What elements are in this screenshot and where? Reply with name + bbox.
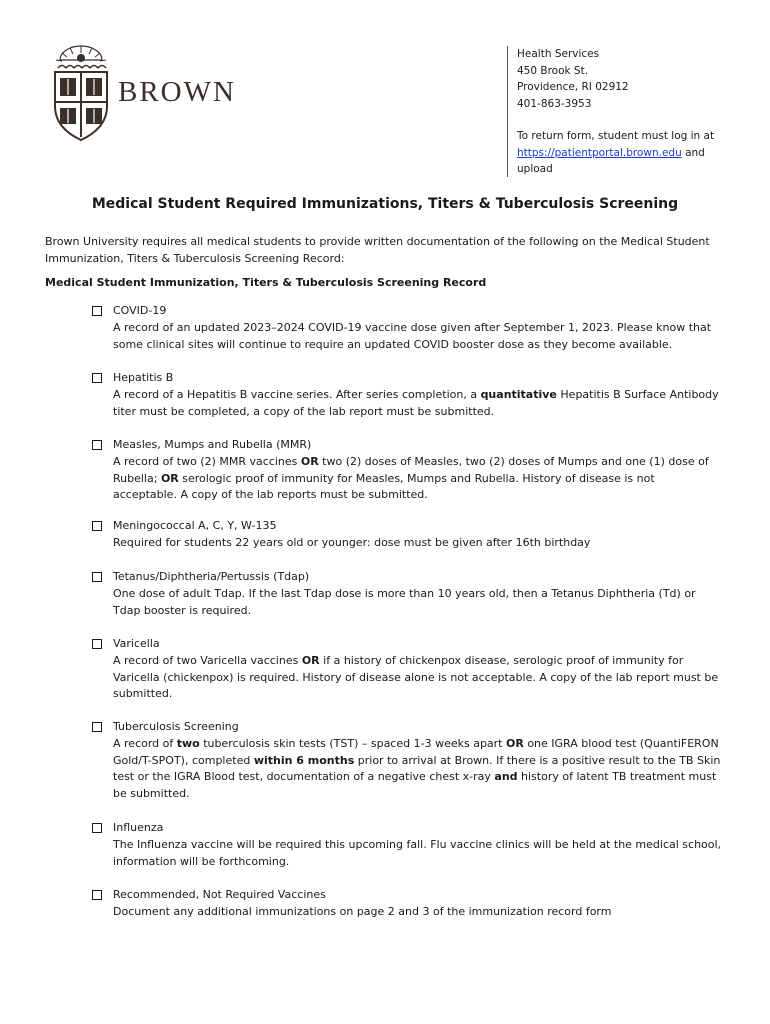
checkbox[interactable] (92, 572, 102, 582)
description-text: Hepatitis B Surface Antibody titer must be completed, a copy of the lab report must be submitted. (113, 387, 719, 418)
requirement-item-influenza (92, 820, 722, 870)
department-name: Health Services (517, 48, 600, 60)
description-text: prior to arrival at Brown. If there is a positive result to the TB Skin test or the IGRA Blood test, documentation of a negative chest x-ray (113, 753, 721, 784)
requirement-name: Influenza (113, 821, 164, 834)
description-text: one IGRA blood test (QuantiFERON Gold/T-SPOT), completed (113, 736, 719, 767)
checkbox[interactable] (92, 373, 102, 383)
description-text: A record of two (2) MMR vaccines (113, 454, 301, 468)
section-heading: Medical Student Immunization, Titers & Tuberculosis Screening Record (45, 276, 487, 289)
emphasis-text: OR (160, 471, 179, 485)
requirement-item-tuberculosis (92, 719, 722, 803)
intro-paragraph: Brown University requires all medical students to provide written documentation of the following on the Medical Student Immunization, Titers & Tuberculosis Screening Record: (45, 235, 710, 265)
requirement-name: COVID-19 (113, 304, 167, 317)
emphasis-text: two (176, 736, 200, 750)
requirement-name: Varicella (113, 637, 160, 650)
return-instructions-suffix: and upload (517, 146, 705, 175)
checkbox[interactable] (92, 440, 102, 450)
requirement-name: Meningococcal A, C, Y, W-135 (113, 519, 277, 532)
requirement-item-tdap (92, 569, 722, 619)
requirement-description (92, 736, 722, 803)
requirement-item-hepatitis-b (92, 370, 722, 420)
requirement-description (92, 586, 722, 620)
city-state-zip: Providence, RI 02912 (517, 81, 629, 93)
checkbox[interactable] (92, 521, 102, 531)
requirement-description (92, 904, 722, 921)
street-address: 450 Brook St. (517, 64, 589, 77)
description-text: One dose of adult Tdap. If the last Tdap dose is more than 10 years old, then a Tetanus Diphtheria (Td) or Tdap booster is required. (113, 586, 696, 617)
description-text: The Influenza vaccine will be required this upcoming fall. Flu vaccine clinics will be held at the medical school, information will be forthcoming. (113, 837, 722, 868)
requirement-name: Tetanus/Diphtheria/Pertussis (Tdap) (113, 570, 310, 583)
description-text: A record of a Hepatitis B vaccine series. After series completion, a (113, 387, 481, 401)
brown-shield-icon (50, 44, 112, 142)
requirement-description (92, 837, 722, 871)
checkbox[interactable] (92, 890, 102, 900)
portal-link[interactable]: https://patientportal.brown.edu (517, 146, 682, 159)
page-title: Medical Student Required Immunizations, Titers & Tuberculosis Screening (91, 196, 679, 212)
emphasis-text: within 6 months (253, 753, 355, 767)
phone-number: 401-863-3953 (517, 97, 592, 110)
requirement-item-covid19 (92, 303, 722, 353)
checkbox[interactable] (92, 306, 102, 316)
requirement-item-mmr (92, 437, 722, 504)
requirement-description (92, 387, 722, 421)
emphasis-text: OR (300, 454, 319, 468)
checkbox[interactable] (92, 823, 102, 833)
description-text: A record of an updated 2023–2024 COVID-19 vaccine dose given after September 1, 2023. Please know that some clinical sites will continue to require an updated COVID booster dose as they become available. (113, 320, 712, 351)
description-text: history of latent TB treatment must be submitted. (113, 770, 717, 801)
emphasis-text: and (494, 770, 518, 784)
emphasis-text: OR (506, 736, 524, 750)
emphasis-text: quantitative (480, 387, 557, 401)
requirement-item-varicella (92, 636, 722, 703)
checkbox[interactable] (92, 722, 102, 732)
emphasis-text: OR (301, 653, 320, 667)
requirement-item-meningococcal (92, 518, 722, 552)
description-text: A record of two Varicella vaccines (113, 653, 302, 667)
requirement-name: Tuberculosis Screening (113, 720, 239, 733)
description-text: A record of (113, 736, 177, 750)
requirement-name: Recommended, Not Required Vaccines (113, 888, 326, 901)
description-text: tuberculosis skin tests (TST) – spaced 1-3 weeks apart (199, 736, 506, 750)
description-text: Required for students 22 years old or younger: dose must be given after 16th birthday (113, 535, 591, 549)
requirement-description (92, 320, 722, 354)
requirement-description (92, 454, 722, 504)
requirement-description (92, 535, 722, 552)
description-text: serologic proof of immunity for Measles, Mumps and Rubella. History of disease is not acceptable. A copy of the lab reports must be submitted. (113, 471, 655, 502)
description-text: two (2) doses of Measles, two (2) doses of Mumps and one (1) dose of Rubella; (113, 454, 709, 485)
description-text: if a history of chickenpox disease, serologic proof of immunity for Varicella (chickenpox) is required. History of disease alone is not acceptable. A copy of the lab report must be submitted. (113, 653, 719, 701)
requirement-name: Hepatitis B (113, 371, 174, 384)
requirement-item-recommended (92, 887, 722, 921)
return-instructions: To return form, student must log in at (517, 130, 715, 142)
requirement-name: Measles, Mumps and Rubella (MMR) (113, 438, 312, 451)
description-text: Document any additional immunizations on page 2 and 3 of the immunization record form (113, 904, 612, 918)
brown-wordmark: BROWN (118, 76, 236, 108)
requirement-description (92, 653, 722, 703)
contact-block (507, 46, 732, 177)
checkbox[interactable] (92, 639, 102, 649)
